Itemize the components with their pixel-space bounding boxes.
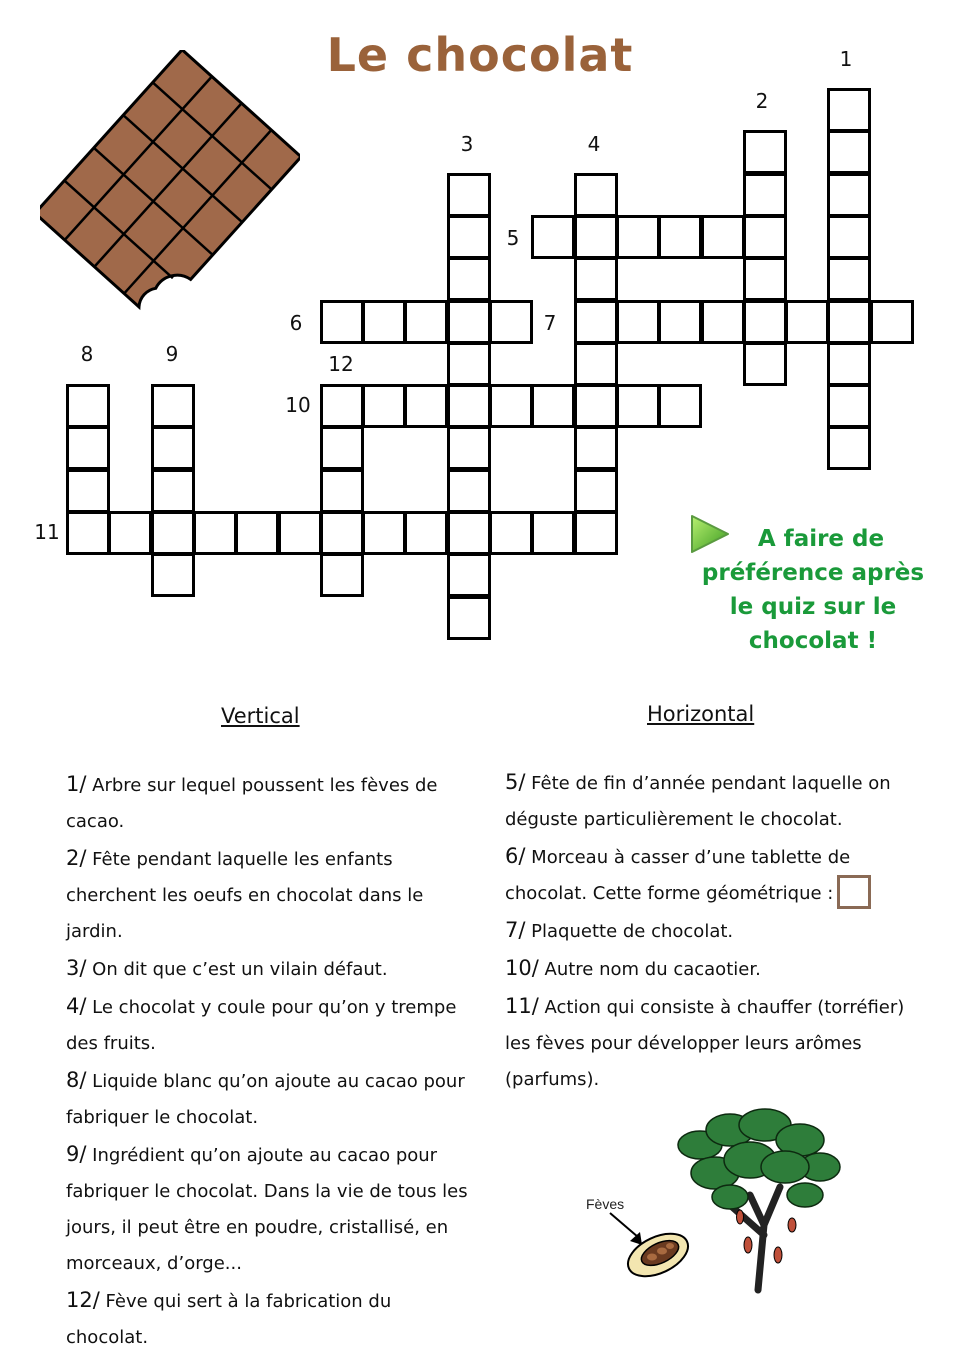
crossword-cell[interactable] (574, 469, 618, 513)
crossword-cell[interactable] (616, 300, 660, 344)
crossword-cell[interactable] (531, 215, 575, 259)
crossword-cell[interactable] (151, 384, 195, 428)
crossword-cell[interactable] (404, 300, 448, 344)
crossword-cell[interactable] (743, 215, 787, 259)
clue-item: 8/ Liquide blanc qu’on ajoute au cacao pour fabriquer le chocolat. (66, 1068, 465, 1128)
crossword-cell[interactable] (489, 300, 533, 344)
chocolate-bar-body (40, 50, 300, 320)
vertical-heading: Vertical (221, 704, 300, 728)
crossword-cell[interactable] (743, 130, 787, 174)
clue-item: 2/ Fête pendant laquelle les enfants cherchent les oeufs en chocolat dans le jardin. (66, 846, 424, 942)
crossword-cell[interactable] (531, 384, 575, 428)
crossword-cell[interactable] (278, 511, 322, 555)
crossword-cell[interactable] (320, 300, 364, 344)
crossword-cell[interactable] (658, 300, 702, 344)
clue-number-3: 3 (460, 132, 474, 156)
clue-item: 5/ Fête de fin d’année pendant laquelle on déguste particulièrement le chocolat. (505, 770, 891, 830)
clue-number-1: 1 (839, 47, 853, 71)
crossword-cell[interactable] (616, 384, 660, 428)
crossword-cell[interactable] (489, 384, 533, 428)
crossword-cell[interactable] (827, 215, 871, 259)
horizontal-heading: Horizontal (647, 702, 755, 726)
clue-item: 10/ Autre nom du cacaotier. (505, 956, 761, 980)
crossword-cell[interactable] (785, 300, 829, 344)
clue-item: 7/ Plaquette de chocolat. (505, 918, 734, 942)
crossword-cell[interactable] (447, 173, 491, 217)
crossword-cell[interactable] (235, 511, 279, 555)
crossword-cell[interactable] (447, 469, 491, 513)
clue-number-7: 7 (543, 311, 557, 335)
crossword-cell[interactable] (701, 300, 745, 344)
clue-item: 12/ Fève qui sert à la fabrication du chocolat. (66, 1288, 392, 1348)
crossword-cell[interactable] (827, 300, 871, 344)
crossword-cell[interactable] (320, 511, 364, 555)
crossword-cell[interactable] (489, 511, 533, 555)
clue-item: 3/ On dit que c’est un vilain défaut. (66, 956, 388, 980)
crossword-cell[interactable] (320, 469, 364, 513)
crossword-cell[interactable] (108, 511, 152, 555)
crossword-cell[interactable] (447, 553, 491, 597)
clue-item: 6/ Morceau à casser d’une tablette de chocolat. Cette forme géométrique : (505, 838, 915, 912)
crossword-cell[interactable] (827, 257, 871, 301)
crossword-cell[interactable] (320, 384, 364, 428)
crossword-cell[interactable] (151, 469, 195, 513)
crossword-cell[interactable] (447, 596, 491, 640)
crossword-cell[interactable] (743, 300, 787, 344)
crossword-cell[interactable] (574, 342, 618, 386)
clue-number-8: 8 (80, 342, 94, 366)
crossword-cell[interactable] (701, 215, 745, 259)
note-line: le quiz sur le (729, 594, 897, 620)
clue-item: 11/ Action qui consiste à chauffer (torréfier) les fèves pour développer leurs arômes (parfums). (505, 994, 905, 1090)
crossword-cell[interactable] (827, 426, 871, 470)
crossword-cell[interactable] (447, 426, 491, 470)
crossword-cell[interactable] (574, 511, 618, 555)
note-line: chocolat ! (748, 628, 878, 654)
clue-item: 1/ Arbre sur lequel poussent les fèves de cacao. (66, 772, 438, 832)
crossword-cell[interactable] (827, 342, 871, 386)
crossword-cell[interactable] (574, 300, 618, 344)
crossword-cell[interactable] (362, 300, 406, 344)
crossword-cell[interactable] (827, 384, 871, 428)
crossword-cell[interactable] (447, 342, 491, 386)
page-title: Le chocolat (326, 28, 634, 82)
clue-number-9: 9 (165, 342, 179, 366)
crossword-cell[interactable] (447, 215, 491, 259)
cacao-pod-icon (621, 1225, 694, 1285)
crossword-cell[interactable] (574, 173, 618, 217)
clue-number-6: 6 (289, 311, 303, 335)
crossword-cell[interactable] (447, 384, 491, 428)
crossword-cell[interactable] (827, 173, 871, 217)
crossword-cell[interactable] (66, 469, 110, 513)
crossword-cell[interactable] (320, 553, 364, 597)
crossword-cell[interactable] (66, 511, 110, 555)
crossword-cell[interactable] (574, 257, 618, 301)
crossword-cell[interactable] (574, 426, 618, 470)
crossword-cell[interactable] (574, 384, 618, 428)
note-line: A faire de (757, 526, 885, 552)
crossword-cell[interactable] (404, 511, 448, 555)
clue-item: 4/ Le chocolat y coule pour qu’on y trempe des fruits. (66, 994, 457, 1054)
crossword-cell[interactable] (658, 384, 702, 428)
crossword-cell[interactable] (151, 511, 195, 555)
vertical-clues (66, 766, 476, 1356)
crossword-cell[interactable] (447, 511, 491, 555)
clue-number-2: 2 (755, 89, 769, 113)
chocolate-bar-illustration (40, 50, 300, 320)
crossword-cell[interactable] (66, 426, 110, 470)
crossword-cell[interactable] (743, 342, 787, 386)
clue-number-12: 12 (328, 352, 354, 376)
note-line: préférence après (701, 560, 925, 586)
crossword-cell[interactable] (193, 511, 237, 555)
instruction-note (688, 522, 938, 658)
clue-number-5: 5 (506, 226, 520, 250)
crossword-cell[interactable] (827, 88, 871, 132)
crossword-cell[interactable] (574, 215, 618, 259)
crossword-cell[interactable] (362, 384, 406, 428)
clue-item: 9/ Ingrédient qu’on ajoute au cacao pour fabriquer le chocolat. Dans la vie de tous les jours, il peut être en poudre, cristallisé, en morceaux, d’orge... (66, 1142, 468, 1274)
clue-number-4: 4 (587, 132, 601, 156)
crossword-cell[interactable] (447, 300, 491, 344)
clue-number-10: 10 (285, 393, 311, 417)
crossword-cell[interactable] (362, 511, 406, 555)
horizontal-clues (505, 764, 915, 1098)
crossword-cell[interactable] (404, 384, 448, 428)
beans-label: Fèves (586, 1196, 625, 1212)
crossword-cell[interactable] (743, 257, 787, 301)
crossword-cell[interactable] (66, 384, 110, 428)
tree-icon (678, 1109, 840, 1290)
square-shape-icon (837, 875, 871, 909)
crossword-cell[interactable] (827, 130, 871, 174)
crossword-cell[interactable] (151, 426, 195, 470)
crossword-cell[interactable] (870, 300, 914, 344)
crossword-cell[interactable] (743, 173, 787, 217)
crossword-cell[interactable] (151, 553, 195, 597)
crossword-cell[interactable] (616, 215, 660, 259)
crossword-cell[interactable] (531, 511, 575, 555)
crossword-cell[interactable] (447, 257, 491, 301)
crossword-cell[interactable] (320, 426, 364, 470)
clue-number-11: 11 (34, 520, 60, 544)
cacao-tree-illustration (580, 1105, 850, 1295)
crossword-cell[interactable] (658, 215, 702, 259)
